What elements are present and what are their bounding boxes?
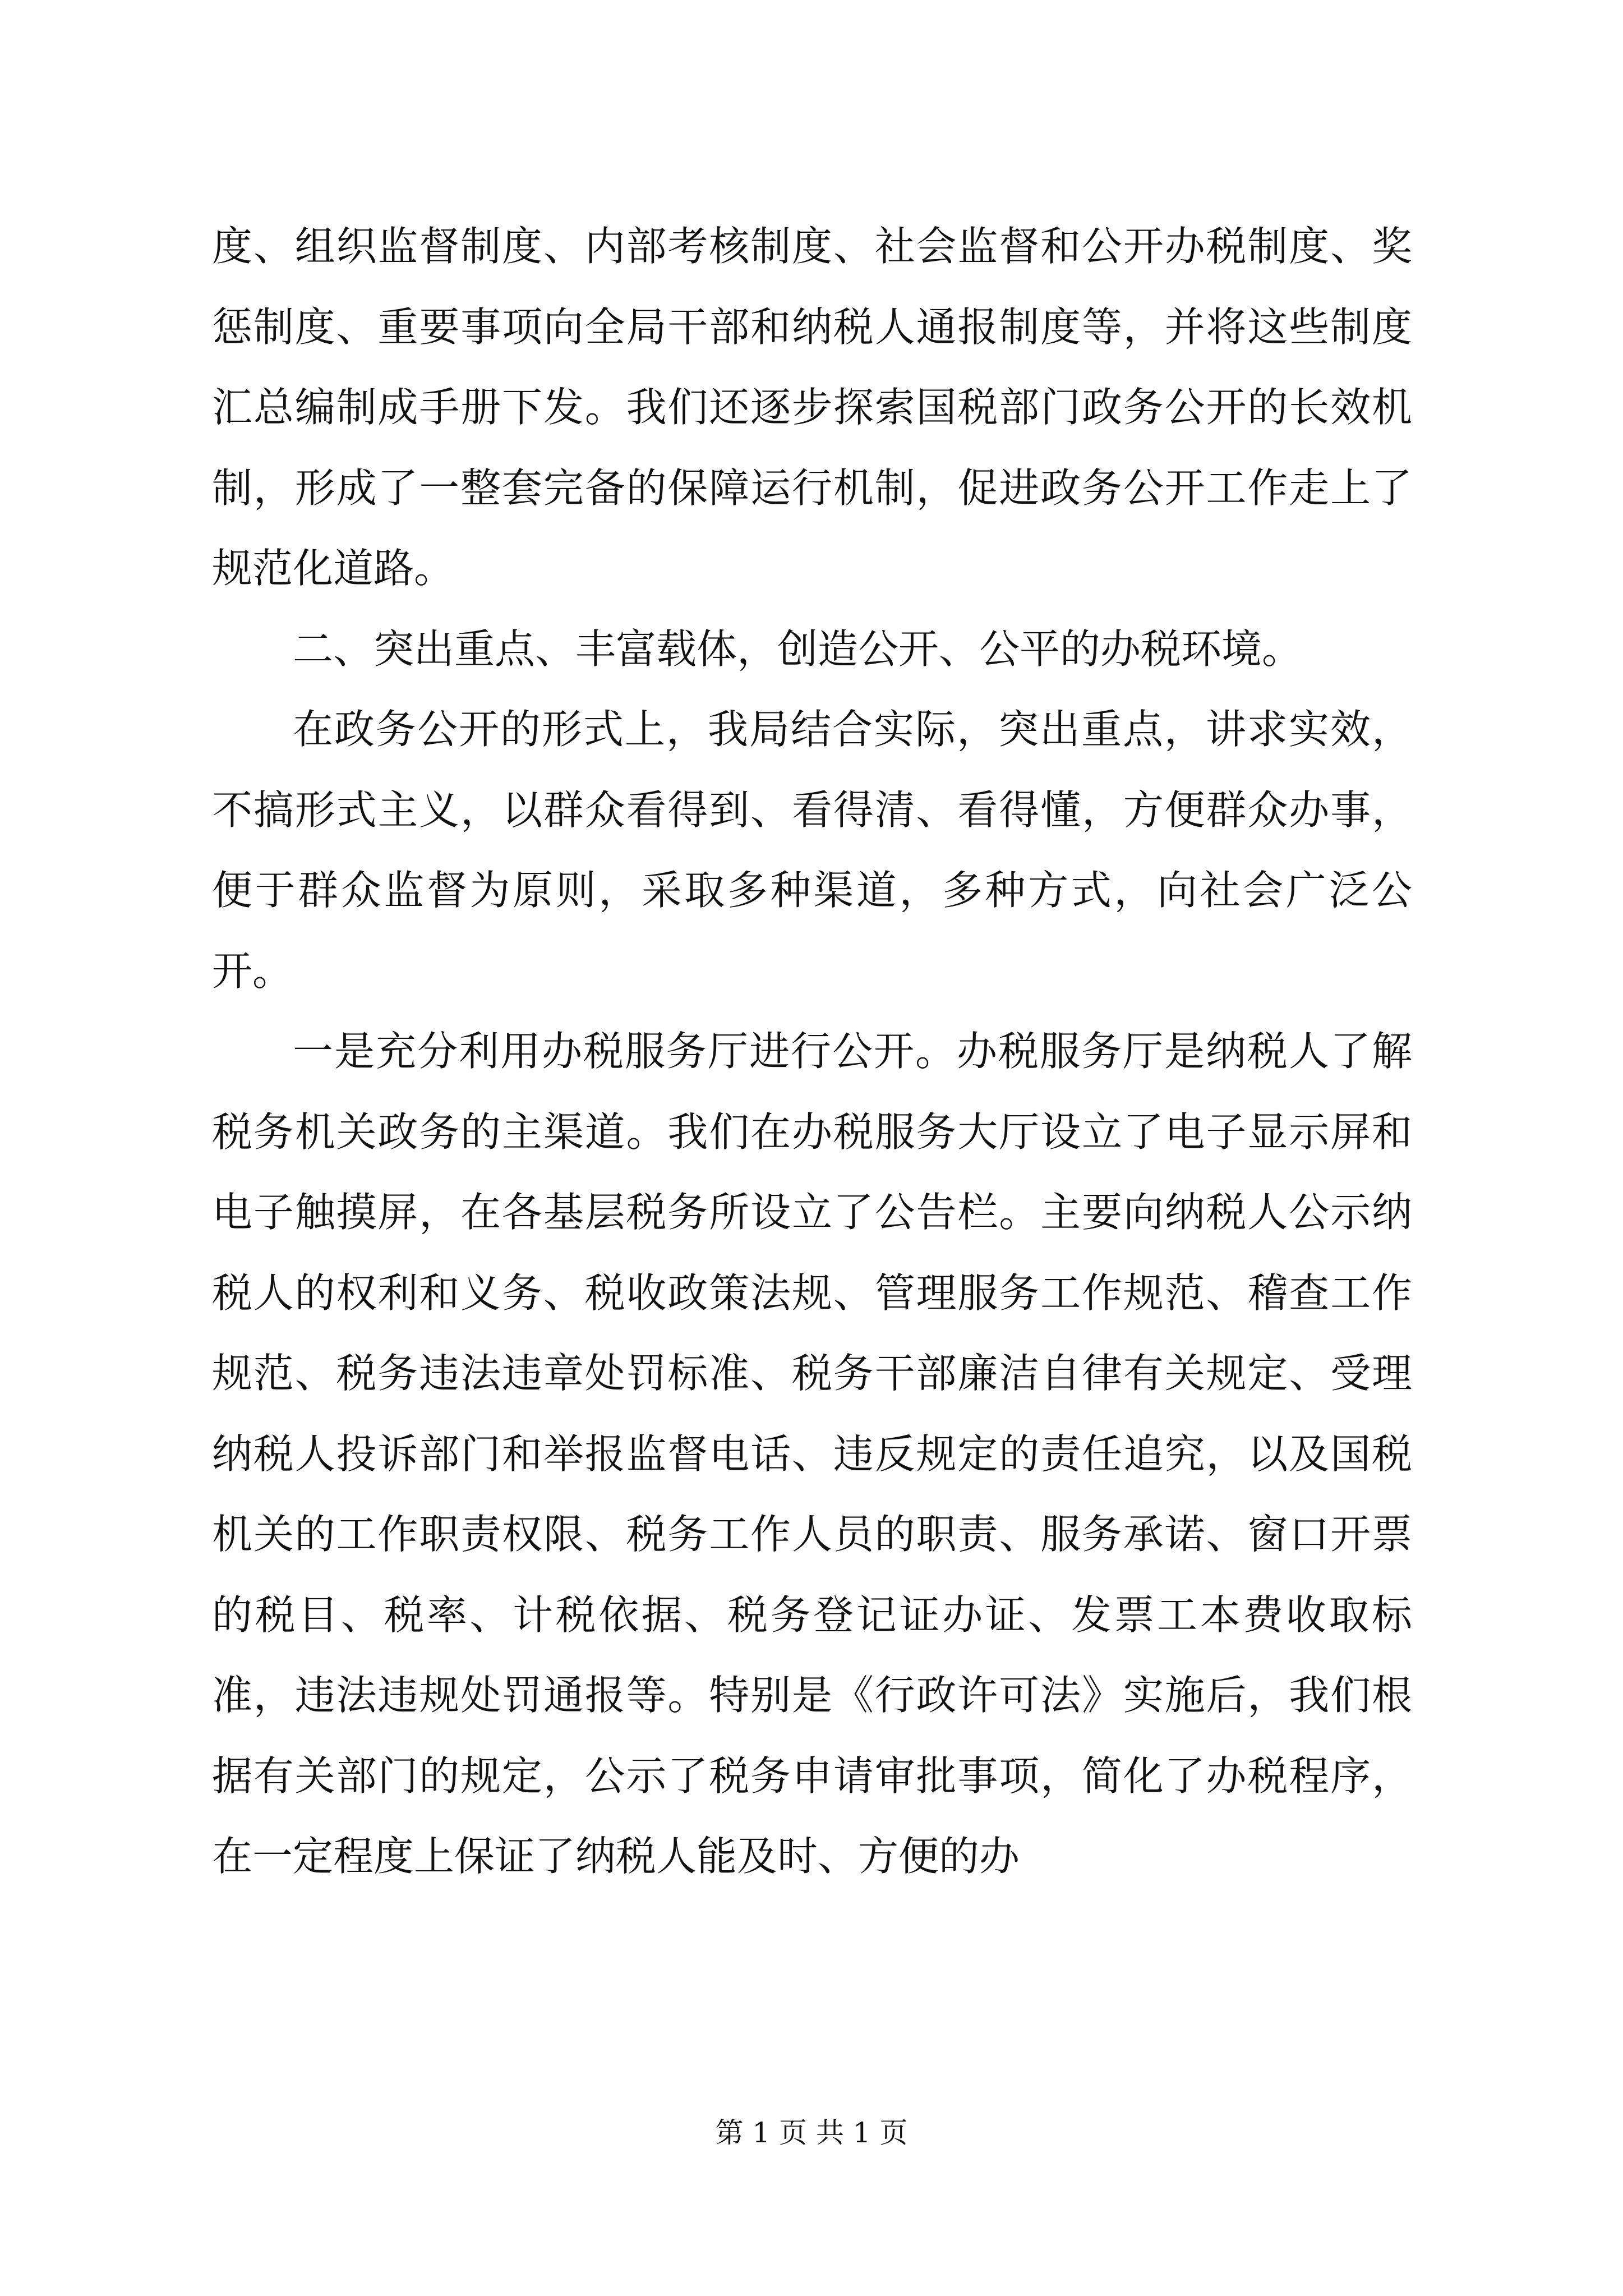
document-body	[212, 206, 1412, 1897]
section-heading-2: 二、突出重点、丰富载体，创造公开、公平的办税环境。	[293, 625, 1303, 673]
body-paragraph-1: 度、组织监督制度、内部考核制度、社会监督和公开办税制度、奖惩制度、重要事项向全局干部和纳税人通报制度等，并将这些制度汇总编制成手册下发。我们还逐步探索国税部门政务公开的长效机制，形成了一整套完备的保障运行机制，促进政务公开工作走上了规范化道路。	[212, 223, 1412, 592]
body-paragraph-4: 一是充分利用办税服务厅进行公开。办税服务厅是纳税人了解税务机关政务的主渠道。我们在办税服务大厅设立了电子显示屏和电子触摸屏，在各基层税务所设立了公告栏。主要向纳税人公示纳税人的权利和义务、税收政策法规、管理服务工作规范、稽查工作规范、税务违法违章处罚标准、税务干部廉洁自律有关规定、受理纳税人投诉部门和举报监督电话、违反规定的责任追究，以及国税机关的工作职责权限、税务工作人员的职责、服务承诺、窗口开票的税目、税率、计税依据、税务登记证办证、发票工本费收取标准，违法违规处罚通报等。特别是《行政许可法》实施后，我们根据有关部门的规定，公示了税务申请审批事项，简化了办税程序，在一定程度上保证了纳税人能及时、方便的办	[212, 1028, 1412, 1880]
page-footer: 第 1 页 共 1 页	[715, 2116, 908, 2149]
body-paragraph-3: 在政务公开的形式上，我局结合实际，突出重点，讲求实效，不搞形式主义，以群众看得到、看得清、看得懂，方便群众办事，便于群众监督为原则，采取多种渠道，多种方式，向社会广泛公开。	[212, 706, 1412, 995]
